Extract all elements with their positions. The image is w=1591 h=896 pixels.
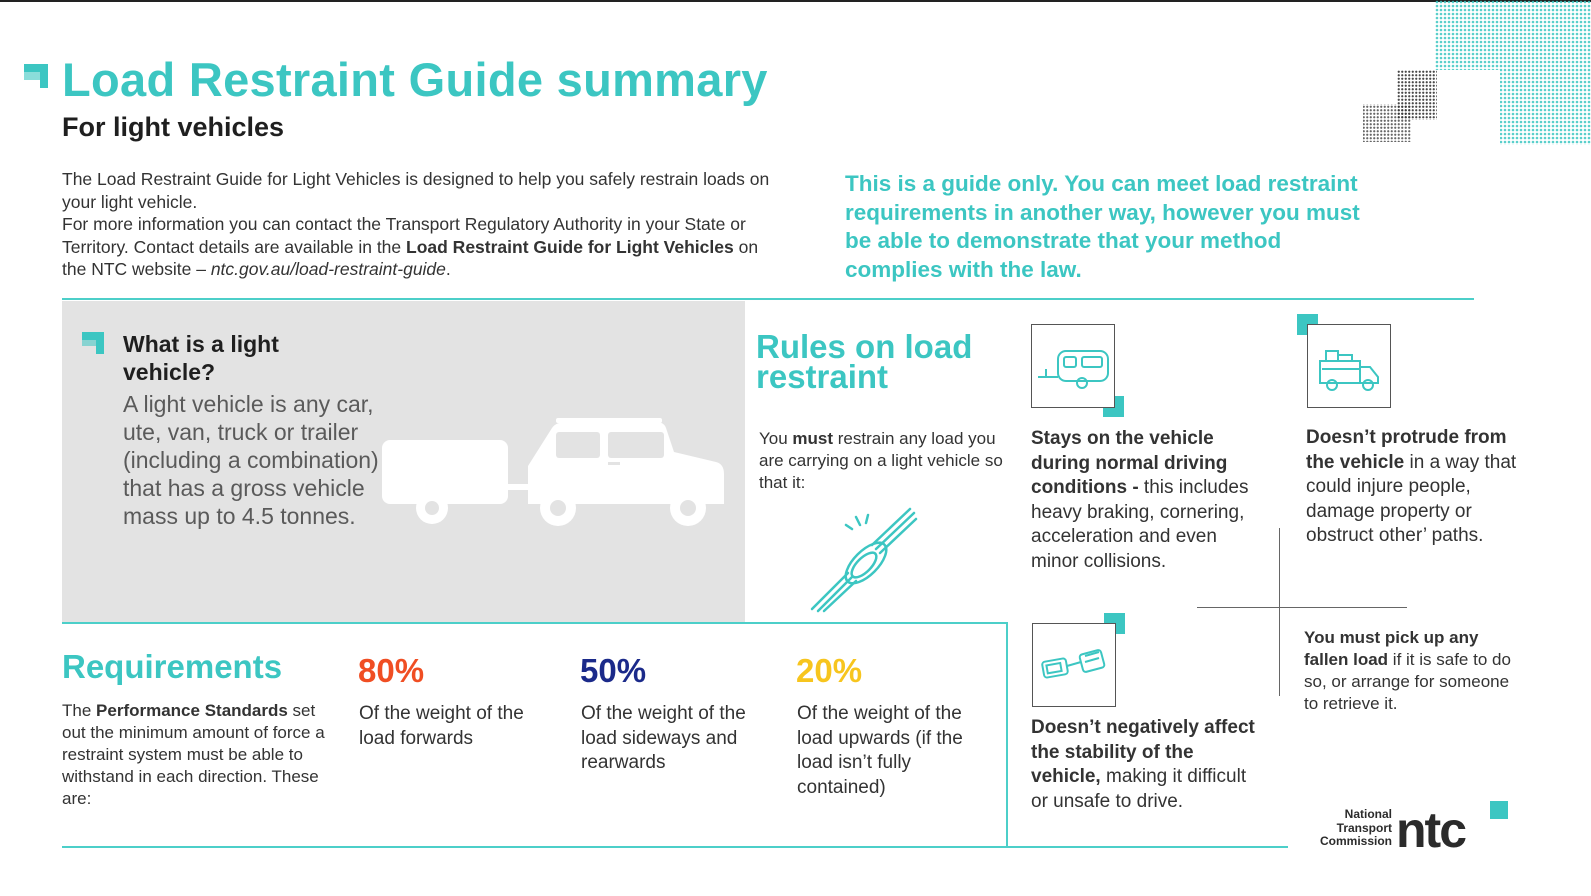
strap-buckle-icon [1033, 624, 1115, 706]
stays-bold-span: Stays on the vehicle during normal driving conditions - [1031, 428, 1228, 498]
ute-icon-box [1307, 324, 1391, 408]
stays-on-vehicle-text [1031, 427, 1266, 574]
intro-bold-span: Load Restraint Guide for Light Vehicles [406, 236, 734, 257]
req-text-span: The [62, 701, 97, 720]
strap-icon-box [1032, 623, 1116, 707]
pickup-text [1304, 627, 1514, 715]
knotted-rope-icon [808, 505, 920, 615]
percent-sideways: 50% [580, 652, 647, 689]
website-link[interactable]: ntc.gov.au/load-restraint-guide [210, 259, 446, 279]
req-text-span: set out the minimum amount of force a restraint system must be able to withstand in each direction. These are: [62, 701, 325, 808]
requirements-top-line [62, 622, 1008, 624]
percent-forwards: 80% [358, 652, 425, 689]
ntc-logo-mark: ntc [1396, 802, 1465, 858]
intro-text-span: on the NTC website – [62, 236, 759, 279]
caravan-icon [1032, 325, 1114, 407]
ntc-logo-name [1300, 808, 1392, 849]
stability-text-span: making it difficult or unsafe to drive. [1031, 766, 1247, 812]
car-with-trailer-icon [380, 416, 726, 526]
section-bracket-icon [82, 332, 104, 354]
percent-upwards: 20% [796, 652, 863, 689]
requirements-body [62, 700, 332, 810]
intro-text [62, 168, 782, 281]
intro-text-span: . [445, 259, 451, 279]
grid-vertical-line [1279, 528, 1280, 696]
requirements-right-line [1006, 622, 1008, 848]
stability-text [1031, 716, 1266, 814]
pickup-bold-span: You must pick up any fallen load [1304, 628, 1479, 669]
protrude-text-span: in a way that could injure people, damage property or obstruct other’ paths. [1306, 451, 1517, 546]
rules-intro [759, 428, 1009, 494]
percent-sideways-desc: Of the weight of the load sideways and rearwards [581, 703, 746, 773]
page-subtitle: For light vehicles [62, 112, 285, 142]
section-divider [62, 298, 1474, 300]
intro-line-1: The Load Restraint Guide for Light Vehicles is designed to help you safely restrain loads on your light vehicle. [62, 169, 770, 212]
requirements-heading: Requirements [62, 648, 283, 685]
ute-with-load-icon [1308, 325, 1390, 407]
intro-line-2 [62, 213, 782, 281]
light-vehicle-body: A light vehicle is any car, ute, van, truck or trailer (including a combination) that has a gross vehicle mass up to 4.5 tonnes. [123, 391, 379, 529]
doesnt-protrude-text [1306, 426, 1521, 549]
logo-line: Commission [1319, 834, 1392, 848]
page-title: Load Restraint Guide summary [62, 53, 768, 106]
title-bracket-icon [24, 64, 48, 88]
logo-accent [1490, 801, 1508, 819]
req-bold-span: Performance Standards [96, 701, 288, 720]
rules-text-span: You [759, 429, 793, 448]
light-vehicle-heading: What is a light vehicle? [123, 331, 279, 385]
rules-bold-span: must [792, 429, 834, 448]
stays-text-span: this includes heavy braking, cornering, acceleration and even minor collisions. [1031, 477, 1249, 572]
halftone-decoration [1355, 0, 1591, 145]
percent-upwards-desc: Of the weight of the load upwards (if the load isn’t fully contained) [797, 703, 963, 798]
pickup-text-span: if it is safe to do so, or arrange for someone to retrieve it. [1304, 650, 1511, 713]
caravan-icon-box [1031, 324, 1115, 408]
percent-forwards-desc: Of the weight of the load forwards [359, 703, 524, 749]
stability-bold-span: Doesn’t negatively affect the stability of the vehicle, [1031, 717, 1255, 787]
rules-heading: Rules on load restraint [756, 328, 973, 395]
guide-note: This is a guide only. You can meet load restraint requirements in another way, however you must be able to demonstrate that your method complies with the law. [845, 171, 1360, 282]
rules-text-span: restrain any load you are carrying on a light vehicle so that it: [759, 429, 1003, 492]
logo-line: National [1344, 807, 1392, 821]
top-border [0, 0, 1591, 2]
logo-line: Transport [1336, 820, 1392, 835]
bottom-line [62, 846, 1288, 848]
intro-text-span: For more information you can contact the Transport Regulatory Authority in your State or Territory. Contact details are available in the [62, 214, 746, 257]
protrude-bold-span: Doesn’t protrude from the vehicle [1306, 427, 1507, 473]
grid-horizontal-line [1197, 607, 1407, 608]
